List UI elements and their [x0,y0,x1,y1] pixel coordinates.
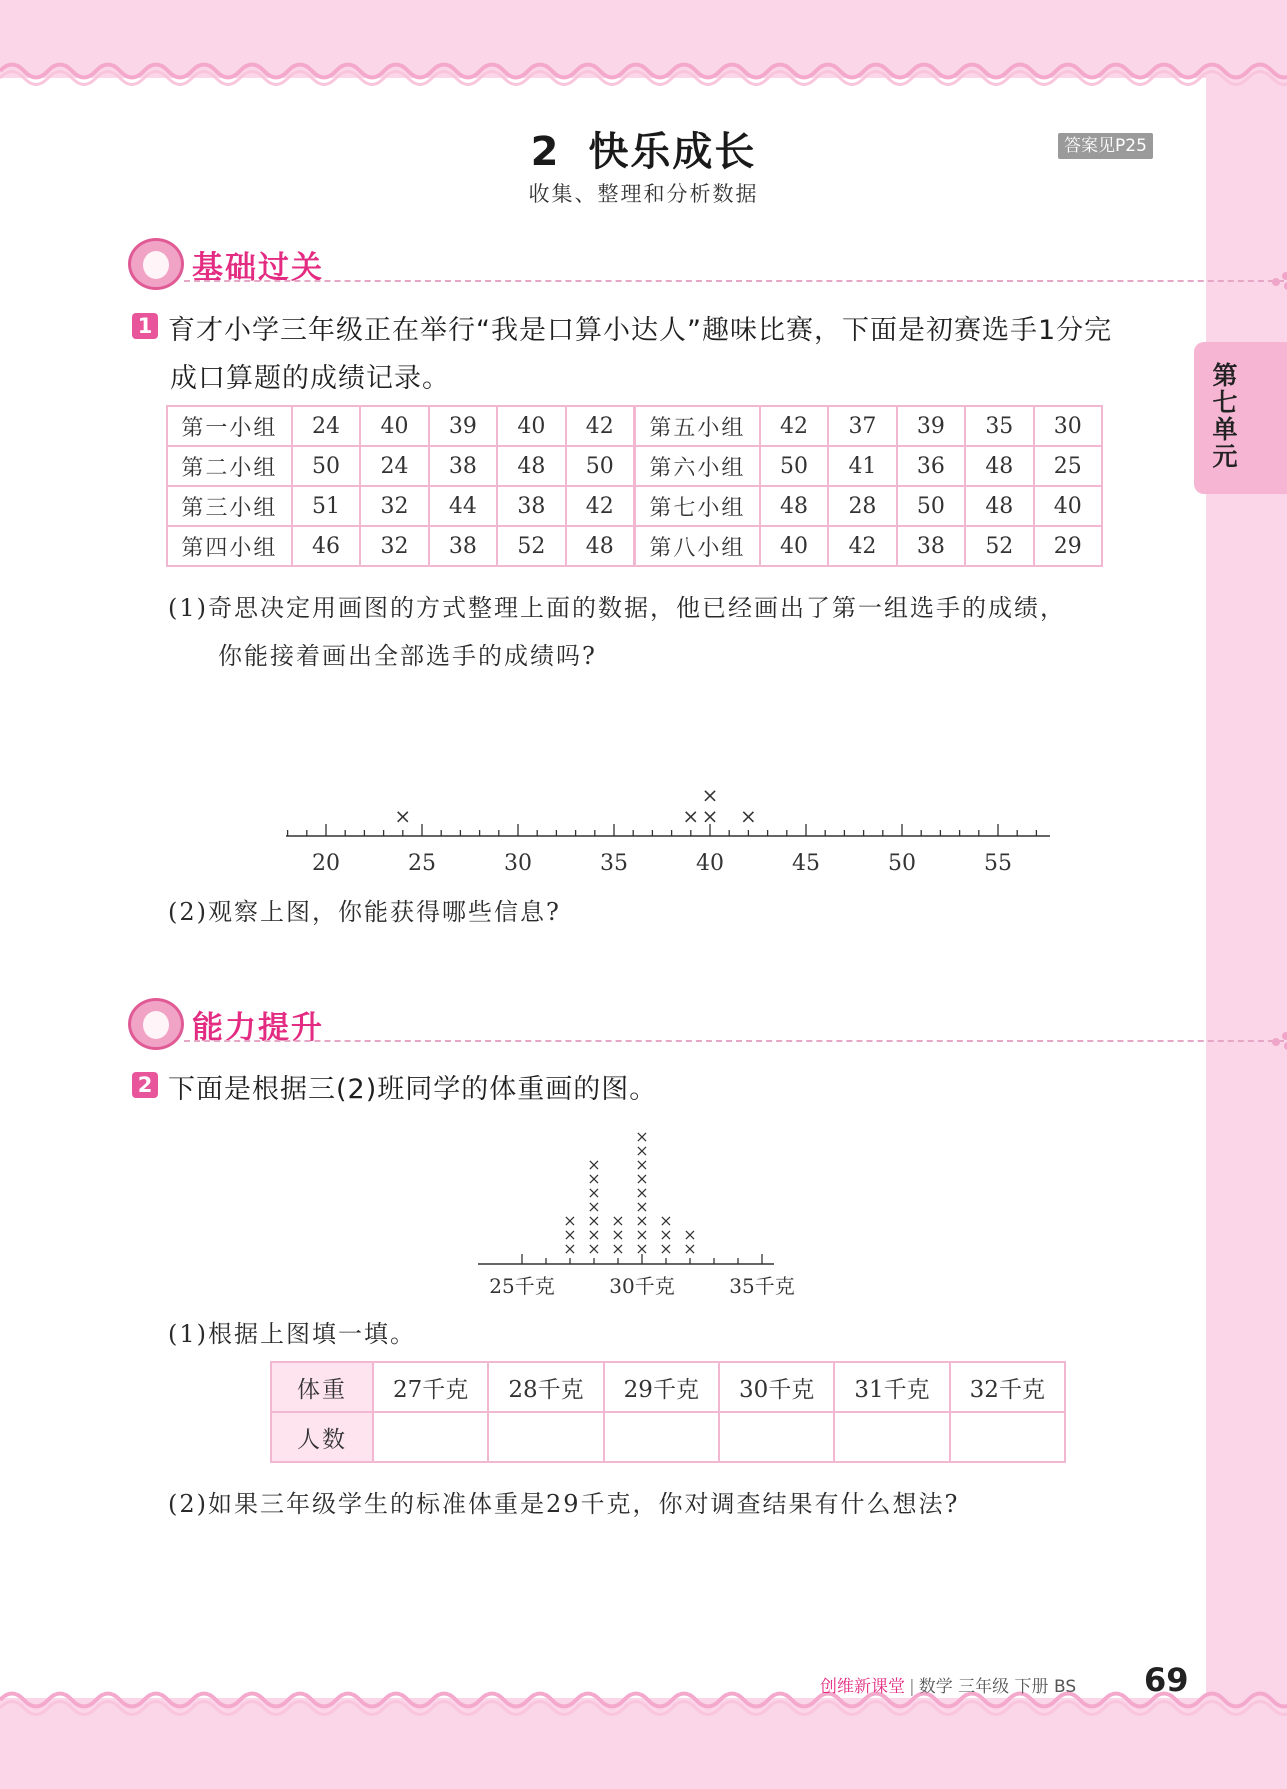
score-cell: 42 [828,526,896,566]
score-cell: 37 [828,406,896,446]
data-point-marker: × [611,1225,625,1244]
score-cell: 50 [566,446,635,486]
group-name-cell: 第五小组 [634,406,759,446]
tick-label: 50 [888,851,916,876]
count-answer-cell[interactable] [950,1412,1065,1462]
score-cell: 40 [1034,486,1102,526]
mascot-icon [128,998,184,1050]
data-point-marker: × [611,1211,625,1230]
sub-question-text: (1)根据上图填一填。 [168,1320,416,1348]
data-point-marker: × [635,1225,649,1244]
data-point-marker: × [563,1211,577,1230]
score-cell: 48 [566,526,635,566]
group-name-cell: 第六小组 [634,446,759,486]
tick-label: 40 [696,851,724,876]
decorative-dots-icon [1272,272,1287,288]
tick-label: 25千克 [489,1274,555,1298]
score-cell: 42 [566,486,635,526]
group-name-cell: 第七小组 [634,486,759,526]
question-number-badge: 2 [132,1072,158,1098]
footer-brand: 创维新课堂 [820,1677,905,1697]
score-cell: 50 [760,446,828,486]
count-answer-cell[interactable] [834,1412,949,1462]
sub-question-text: 你能接着画出全部选手的成绩吗? [218,642,597,670]
sub-question-text: (2)如果三年级学生的标准体重是29千克，你对调查结果有什么想法? [168,1490,960,1518]
group-name-cell: 第二小组 [167,446,292,486]
score-cell: 29 [1034,526,1102,566]
count-answer-cell[interactable] [604,1412,719,1462]
score-cell: 30 [1034,406,1102,446]
score-cell: 50 [897,486,965,526]
lesson-number: 2 [530,129,561,175]
data-point-marker: × [611,1239,625,1258]
count-answer-cell[interactable] [488,1412,603,1462]
score-cell: 42 [760,406,828,446]
data-point-marker: × [701,783,719,807]
data-point-marker: × [683,1225,697,1244]
data-point-marker: × [635,1239,649,1258]
data-point-marker: × [587,1183,601,1202]
count-answer-cell[interactable] [373,1412,488,1462]
tick-label: 45 [792,851,820,876]
weight-header-cell: 27千克 [373,1362,488,1412]
data-point-marker: × [563,1225,577,1244]
score-cell: 32 [360,526,428,566]
data-point-marker: × [587,1155,601,1174]
footer-subject: 数学 [918,1677,953,1697]
score-cell: 40 [360,406,428,446]
data-point-marker: × [635,1141,649,1160]
score-cell: 40 [497,406,565,446]
footer-edition: BS [1053,1677,1077,1697]
tick-label: 55 [984,851,1012,876]
answer-reference-tag: 答案见P25 [1058,133,1153,159]
decorative-dots-icon [1272,1032,1287,1048]
question-number-badge: 1 [132,313,158,339]
question-text-line: 育才小学三年级正在举行“我是口算小达人”趣味比赛，下面是初赛选手1分完 [168,315,1113,346]
data-point-marker: × [659,1225,673,1244]
section-label: 基础过关 [192,250,324,286]
data-point-marker: × [635,1197,649,1216]
data-point-marker: × [635,1169,649,1188]
score-cell: 38 [497,486,565,526]
score-cell: 48 [965,486,1033,526]
score-cell: 24 [360,446,428,486]
score-table-row [167,406,1102,446]
unit-side-tab [1194,342,1287,494]
score-table-row [167,526,1102,566]
section-heading-advanced [128,998,1168,1058]
data-point-marker: × [587,1211,601,1230]
data-point-marker: × [683,1239,697,1258]
score-cell: 52 [965,526,1033,566]
score-cell: 48 [497,446,565,486]
data-point-marker: × [635,1127,649,1146]
sub-question-text: (2)观察上图，你能获得哪些信息? [168,898,561,926]
data-point-marker: × [740,804,757,828]
score-cell: 42 [566,406,635,446]
score-cell: 48 [760,486,828,526]
group-name-cell: 第四小组 [167,526,292,566]
section-heading-basic [128,238,1168,298]
weight-line-plot [470,1110,810,1300]
tick-label: 35千克 [729,1274,795,1298]
score-cell: 44 [429,486,497,526]
weight-header-cell: 29千克 [604,1362,719,1412]
score-cell: 38 [429,446,497,486]
group-name-cell: 第三小组 [167,486,292,526]
score-cell: 28 [828,486,896,526]
weight-header-cell: 30千克 [719,1362,834,1412]
score-cell: 52 [497,526,565,566]
tick-label: 30千克 [609,1274,675,1298]
data-point-marker: × [635,1155,649,1174]
score-cell: 48 [965,446,1033,486]
data-point-marker: × [587,1225,601,1244]
score-cell: 32 [360,486,428,526]
tick-label: 30 [504,851,532,876]
mascot-icon [128,238,184,290]
footer-info: 创维新课堂 | 数学 三年级 下册 BS [820,1677,1077,1697]
question-text-line: 下面是根据三(2)班同学的体重画的图。 [168,1074,658,1105]
data-point-marker: × [587,1239,601,1258]
section-divider [184,1040,1284,1042]
score-cell: 46 [292,526,360,566]
data-point-marker: × [635,1183,649,1202]
weight-table [270,1361,1066,1463]
lesson-subtitle: 收集、整理和分析数据 [528,182,759,206]
footer-grade: 三年级 [958,1677,1010,1697]
score-table-row [167,446,1102,486]
section-divider [184,280,1284,282]
data-point-marker: × [635,1211,649,1230]
data-point-marker: × [682,804,700,828]
tick-label: 35 [600,851,628,876]
count-answer-cell[interactable] [719,1412,834,1462]
score-cell: 51 [292,486,360,526]
page-number: 69 [1144,1661,1189,1699]
lesson-title-text: 快乐成长 [588,129,757,175]
data-point-marker: × [587,1197,601,1216]
score-cell: 39 [897,406,965,446]
data-point-marker: × [587,1169,601,1188]
score-cell: 36 [897,446,965,486]
score-cell: 39 [429,406,497,446]
data-point-marker: × [659,1239,673,1258]
score-cell: 24 [292,406,360,446]
weight-header-cell: 32千克 [950,1362,1065,1412]
data-point-marker: × [659,1211,673,1230]
tick-label: 20 [312,851,340,876]
score-table-row [167,486,1102,526]
weight-header-cell: 31千克 [834,1362,949,1412]
question-text-line: 成口算题的成绩记录。 [170,363,450,394]
score-cell: 50 [292,446,360,486]
score-cell: 40 [760,526,828,566]
data-point-marker: × [394,804,412,828]
score-cell: 41 [828,446,896,486]
score-cell: 25 [1034,446,1102,486]
score-table [166,405,1103,567]
score-cell: 35 [965,406,1033,446]
bottom-wave-border [0,1688,1287,1718]
score-cell: 38 [897,526,965,566]
sub-question-text: (1)奇思决定用画图的方式整理上面的数据，他已经画出了第一组选手的成绩， [168,594,1066,622]
group-name-cell: 第八小组 [634,526,759,566]
count-row-label: 人数 [271,1412,373,1462]
footer-volume: 下册 [1014,1677,1049,1697]
unit-tab-label: 第七单元 [1209,362,1238,470]
data-point-marker: × [701,804,719,828]
section-label: 能力提升 [192,1010,324,1046]
score-cell: 38 [429,526,497,566]
weight-row-label: 体重 [271,1362,373,1412]
group-name-cell: 第一小组 [167,406,292,446]
data-point-marker: × [563,1239,577,1258]
top-wave-border [0,56,1287,86]
weight-header-cell: 28千克 [488,1362,603,1412]
score-line-plot [280,770,1060,880]
tick-label: 25 [408,851,436,876]
